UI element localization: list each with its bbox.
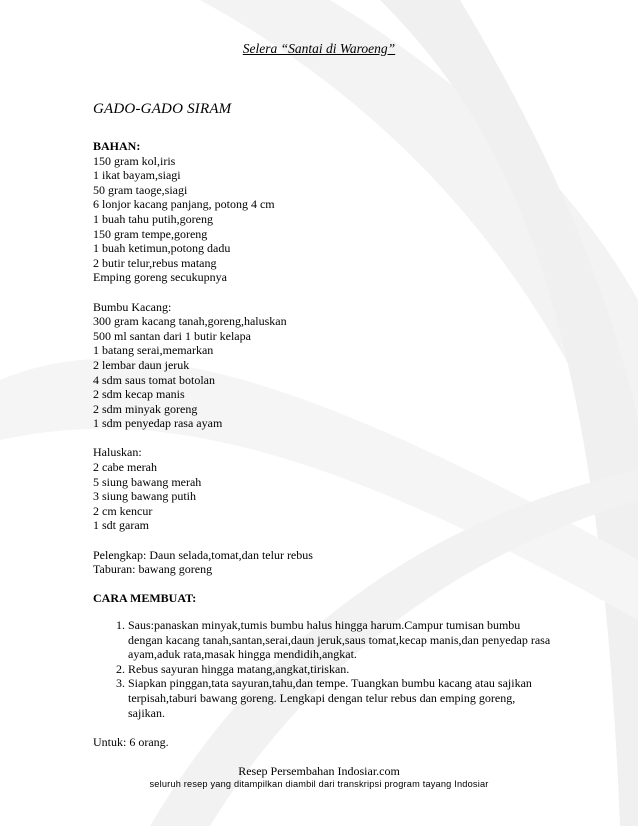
list-item: 5 siung bawang merah bbox=[93, 474, 202, 489]
taburan-text: Taburan: bawang goreng bbox=[93, 562, 213, 577]
bahan-list bbox=[93, 154, 553, 285]
list-item: Emping goreng secukupnya bbox=[93, 270, 227, 285]
list-item: 4 sdm saus tomat botolan bbox=[93, 372, 215, 387]
recipe-title: GADO-GADO SIRAM bbox=[93, 101, 232, 117]
list-item: 3 siung bawang putih bbox=[93, 489, 196, 504]
list-item: 1 buah tahu putih,goreng bbox=[93, 211, 213, 226]
bumbu-heading: Bumbu Kacang: bbox=[93, 299, 172, 314]
list-item: 2 lembar daun jeruk bbox=[93, 357, 190, 372]
list-item: 2 butir telur,rebus matang bbox=[93, 255, 217, 270]
step-item: 2. Rebus sayuran hingga matang,angkat,tiriskan. bbox=[128, 662, 553, 677]
list-item: 1 buah ketimun,potong dadu bbox=[93, 241, 231, 256]
step-item: 1. Saus:panaskan minyak,tumis bumbu halus hingga harum.Campur tumisan bumbu dengan kacang tanah,santan,serai,daun jeruk,saus tomat,kecap manis,dan penyedap rasa ayam,aduk rata,masak hingga mendidih,angkat. bbox=[128, 618, 553, 662]
page-header: Selera “Santai di Waroeng” bbox=[242, 41, 396, 56]
list-item: 1 ikat bayam,siagi bbox=[93, 168, 181, 183]
list-item: 500 ml santan dari 1 butir kelapa bbox=[93, 328, 251, 343]
steps-list bbox=[93, 618, 553, 720]
list-item: 2 cabe merah bbox=[93, 460, 157, 475]
haluskan-heading: Haluskan: bbox=[93, 445, 142, 460]
list-item: 150 gram kol,iris bbox=[93, 153, 176, 168]
footer-credit: Resep Persembahan Indosiar.com bbox=[238, 764, 400, 778]
haluskan-list bbox=[93, 460, 553, 533]
pelengkap-text: Pelengkap: Daun selada,tomat,dan telur rebus bbox=[93, 547, 313, 562]
cara-heading: CARA MEMBUAT: bbox=[93, 591, 197, 606]
list-item: 300 gram kacang tanah,goreng,haluskan bbox=[93, 314, 287, 329]
list-item: 2 cm kencur bbox=[93, 503, 153, 518]
list-item: 1 sdt garam bbox=[93, 518, 149, 533]
servings-text: Untuk: 6 orang. bbox=[93, 734, 169, 749]
list-item: 1 batang serai,memarkan bbox=[93, 343, 214, 358]
step-item: 3. Siapkan pinggan,tata sayuran,tahu,dan tempe. Tuangkan bumbu kacang atau sajikan terpisah,taburi bawang goreng. Lengkapi dengan telur rebus dan emping goreng, sajikan. bbox=[128, 676, 553, 720]
list-item: 150 gram tempe,goreng bbox=[93, 226, 208, 241]
footer-note: seluruh resep yang ditampilkan diambil dari transkripsi program tayang Indosiar bbox=[149, 779, 489, 789]
list-item: 50 gram taoge,siagi bbox=[93, 182, 188, 197]
list-item: 6 lonjor kacang panjang, potong 4 cm bbox=[93, 197, 275, 212]
bahan-heading: BAHAN: bbox=[93, 139, 141, 153]
bumbu-list bbox=[93, 314, 553, 431]
list-item: 2 sdm minyak goreng bbox=[93, 401, 198, 416]
list-item: 2 sdm kecap manis bbox=[93, 387, 185, 402]
recipe-content bbox=[93, 139, 553, 749]
list-item: 1 sdm penyedap rasa ayam bbox=[93, 416, 223, 431]
